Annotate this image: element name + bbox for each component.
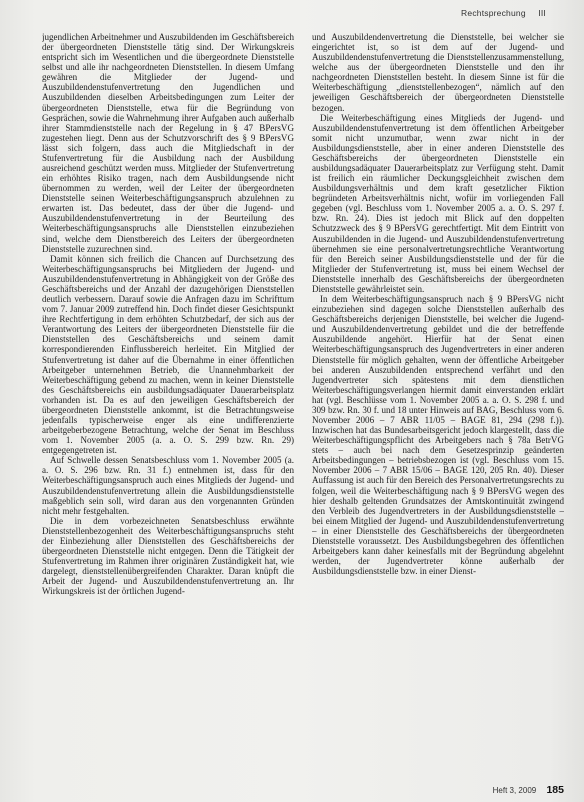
page-footer	[493, 784, 564, 796]
paragraph: In dem Weiterbeschäftigungsanspruch nach § 9 BPersVG nicht einzubeziehen sind dagegen solche Dienststellen außerhalb des Geschäftsbereichs derjenigen Dienststelle, bei welcher die Jugend- und Auszubildendenvertretung gebildet und die der betreffende Auszubildende angehört. Hierfür hat der Senat einen Weiterbeschäftigungsanspruch des Jugendvertreters in einer anderen Dienststelle für möglich gehalten, wenn der öffentliche Arbeitgeber bei anderen Auszubildenden entsprechend verfährt und den Jugendvertreter sich spätestens mit dem dienstlichen Weiterbeschäftigungsverlangen hiermit damit einverstanden erklärt hat (vgl. Beschlüsse vom 1. November 2005 a. a. O. S. 298 f. und 309 bzw. Rn. 30 f. und 18 unter Hinweis auf BAG, Beschluss vom 6. November 2006 – 7 ABR 11/05 – BAGE 81, 294 (298 f.)). Inzwischen hat das Bundesarbeitsgericht jedoch klargestellt, dass die Weiterbeschäftigungspflicht des Arbeitgebers nach § 78a BetrVG stets – auch bei nach dem Gesetzesprinzip geänderten Arbeitsbedingungen – betriebsbezogen ist (vgl. Beschluss vom 15. November 2006 – 7 ABR 15/06 – BAGE 120, 205 Rn. 40). Dieser Auffassung ist auch für den Bereich des Personalvertretungsrechts zu folgen, weil die Weiterbeschäftigung nach § 9 BPersVG wegen des hier deshalb geltenden Grundsatzes der Amtskontinuität zwingend den Verbleib des Jugendvertreters in der Ausbildungsdienststelle – bei einem Mitglied der Jugend- und Auszubildendenstufenvertretung – in einer Dienststelle des Geschäftsbereichs der übergeordneten Dienststelle voraussetzt. Des Ausbildungsbegehren des öffentlichen Arbeitgebers kann daher keinesfalls mit der Begründung abgelehnt werden, der Jugendvertreter könne außerhalb der Ausbildungsdienststelle bzw. in einer Dienst-	[312, 294, 564, 577]
paragraph: Auf Schwelle dessen Senatsbeschluss vom 1. November 2005 (a. a. O. S. 296 bzw. Rn. 31 f.) entnehmen ist, dass für den Weiterbeschäftigungsanspruch auch eines Mitglieds der Jugend- und Auszubildendenstufenvertretung allein die Ausbildungsdienststelle maßgeblich sein soll, wird daran aus den vorgenannten Gründen nicht mehr festgehalten.	[42, 455, 294, 516]
paragraph: und Auszubildendenvertretung die Dienststelle, bei welcher sie eingerichtet ist, so ist dem auf der Jugend- und Auszubildendenstufenvertretung die Dienststellenzusammenstellung, welche aus der übergeordneten Dienststelle und den ihr nachgeordneten Dienststellen besteht. In diesem Sinne ist für die Weiterbeschäftigung „dienststellenbezogen“, nämlich auf den jeweiligen Geschäftsbereich der übergeordneten Dienststelle bezogen.	[312, 32, 564, 113]
paragraph: Damit können sich freilich die Chancen auf Durchsetzung des Weiterbeschäftigungsanspruchs bei Mitgliedern der Jugend- und Auszubildendenstufenvertretung in Abhängigkeit von der Größe des Geschäftsbereichs und der Anzahl der dazugehörigen Dienststellen deutlich verbessern. Darauf sowie die Anfragen dazu im Schrifttum vom 7. Januar 2009 zutreffend hin. Doch findet dieser Gesichtspunkt ihre Rechtfertigung in dem erhöhten Schutzbedarf, der sich aus der Verantwortung des Leiters der übergeordneten Dienststelle für die Dienststellen des Geschäftsbereichs und seinem damit korrespondierenden Einflussbereich herleitet. Ein Mitglied der Stufenvertretung ist daher auf die Übernahme in einer öffentlichen Arbeitgeber unternehmen Betrieb, die Unannehmbarkeit der Weiterbeschäftigung gebend zu machen, wenn in keiner Dienststelle des Geschäftsbereichs ein ausbildungsadäquater Dauerarbeitsplatz vorhanden ist. Da es auf den jeweiligen Geschäftsbereich der übergeordneten Dienststelle ankommt, ist die Betrachtungsweise jedenfalls typischerweise enger als eine undifferenzierte arbeitgeberbezogene Betrachtung, welche der Senat im Beschluss vom 1. November 2005 (a. a. O. S. 299 bzw. Rn. 29) entgegengetreten ist.	[42, 253, 294, 456]
right-column	[312, 32, 564, 774]
running-header	[461, 8, 546, 18]
header-mark: III	[538, 8, 546, 18]
section-title: Rechtsprechung	[461, 8, 526, 18]
left-column	[42, 32, 294, 774]
paragraph: jugendlichen Arbeitnehmer und Auszubildenden im Geschäftsbereich der übergeordneten Dienststelle tätig sind. Der Wirkungskreis entspricht sich im Wesentlichen und die übergeordnete Dienststelle selbst und alle ihr nachgeordneten Dienststellen. In diesem Umfang gewähren die Mitglieder der Jugend- und Auszubildendenstufenvertretung den Jugendlichen und Auszubildenden dieselben Arbeitsbedingungen zum Leiter der übergeordneten Dienststelle, etwa für die Begründung von Gesprächen, sowie die Wahrnehmung ihrer Aufgaben auch außerhalb ihrer Stammdienststelle nach der Regelung in § 47 BPersVG zugestehen liegt. Denn aus der Schutzvorschrift des § 9 BPersVG lässt sich folgern, dass auch die Mitgliedschaft in der Stufenvertretung für die Ausbildung nach der Ausbildung ausreichend geschützt werden muss. Mitglieder der Stufenvertretung ein erhöhtes Risiko tragen, nach dem Ausbildungsende nicht übernommen zu werden, weil der Leiter der übergeordneten Dienststelle seinen Weiterbeschäftigungsanspruch abzulehnen zu erwarten ist. Das bedeutet, dass der über die Jugend- und Auszubildendenstufenvertretung in der Beurteilung des Weiterbeschäftigungsanspruchs alle Dienststellen einzubeziehen sind, welche dem Dienstbereich des Leiters der übergeordneten Dienststelle zuzurechnen sind.	[42, 32, 294, 254]
paragraph: Die Weiterbeschäftigung eines Mitglieds der Jugend- und Auszubildendenstufenvertretung ist dem öffentlichen Arbeitgeber somit nicht unzumutbar, wenn zwar nicht in der Ausbildungsdienststelle, aber in einer anderen Dienststelle des Geschäftsbereichs der übergeordneten Dienststelle ein ausbildungsadäquater Dauerarbeitsplatz zur Verfügung steht. Damit ist freilich ein räumlicher Deckungsgleichheit zwischen dem Ausbildungsverhältnis und dem kraft gesetzlicher Fiktion begründeten Arbeitsverhältnis nicht, wofür im vorliegenden Fall gegeben (vgl. Beschluss vom 1. November 2005 a. a. O. S. 297 f. bzw. Rn. 24). Dies ist jedoch mit Blick auf den doppelten Schutzzweck des § 9 BPersVG gerechtfertigt. Mit dem Eintritt von Auszubildenden in die Jugend- und Auszubildendenstufenvertretung übernehmen sie eine personalvertretungsrechtliche Verantwortung für den Bereich seiner Ausbildungsdienststelle und der für die Mitglieder der Stufenvertretung ist, muss bei einem Wechsel der Dienststelle innerhalb des Geschäftsbereichs der übergeordneten Dienststelle gewährleistet sein.	[312, 112, 564, 294]
paragraph: Die in dem vorbezeichneten Senatsbeschluss erwähnte Dienststellenbezogenheit des Weiterbeschäftigungsanspruchs steht der Einbeziehung aller Dienststellen des Geschäftsbereichs der übergeordneten Dienststelle nicht entgegen. Denn die Tätigkeit der Stufenvertretung im Rahmen ihrer originären Zuständigkeit hat, wie dargelegt, dienststellenübergreifenden Charakter. Daran knüpft die Arbeit der Jugend- und Auszubildendenstufenvertretung an. Ihr Wirkungskreis ist der örtlichen Jugend-	[42, 515, 294, 597]
page-number: 185	[546, 784, 564, 796]
issue-label: Heft 3, 2009	[492, 786, 537, 795]
